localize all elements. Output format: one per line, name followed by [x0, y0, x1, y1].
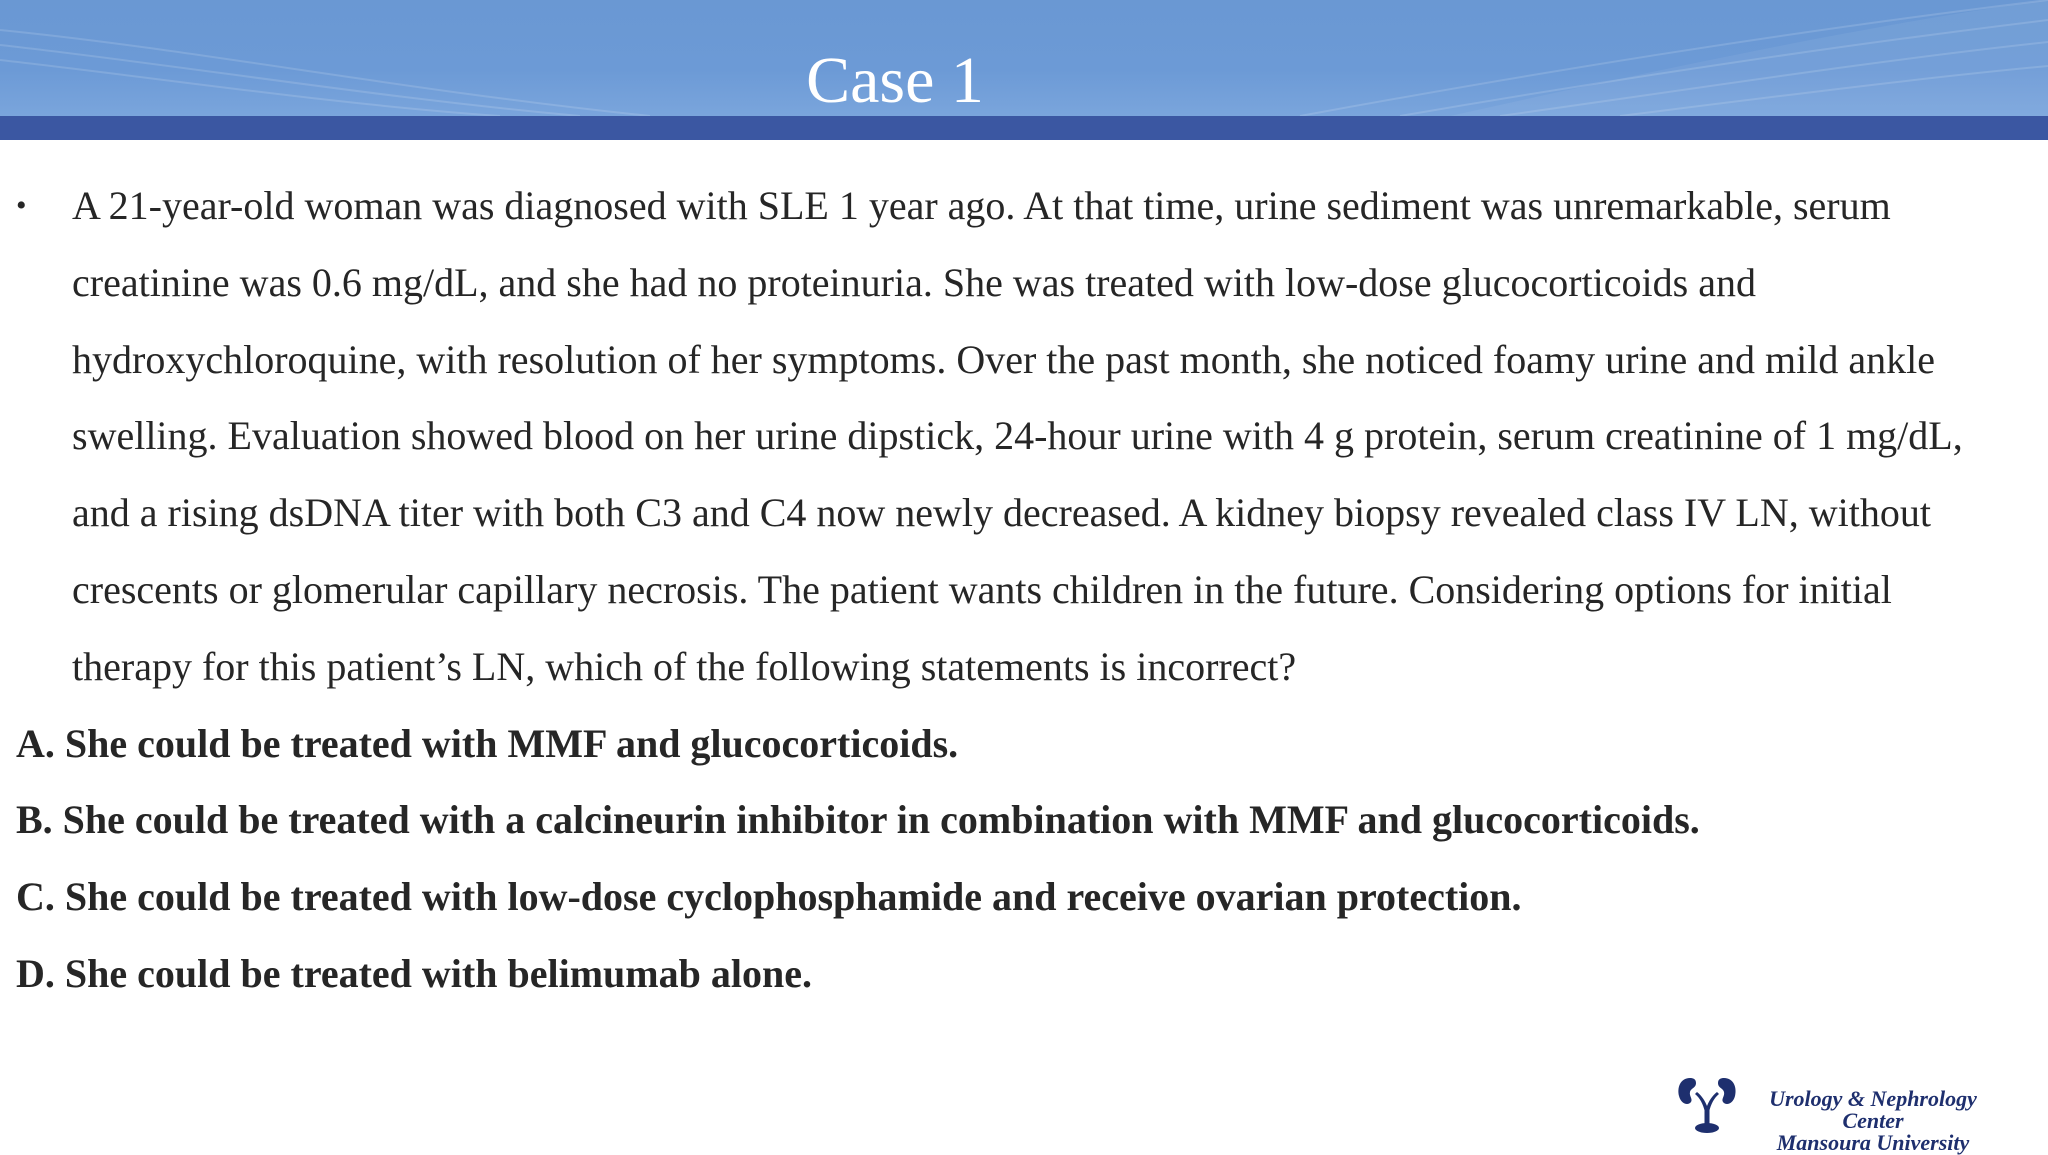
- option-b: B. She could be treated with a calcineurin inhibitor in combination with MMF and glucocorticoids.: [16, 797, 1700, 843]
- slide-content: [0, 168, 2048, 1013]
- answer-options: [0, 706, 2048, 1013]
- logo-line-2: Mansoura University: [1776, 1130, 1970, 1155]
- logo-text: [1743, 1088, 2003, 1154]
- option-c: C. She could be treated with low-dose cyclophosphamide and receive ovarian protection.: [16, 874, 1522, 920]
- option-d: D. She could be treated with belimumab alone.: [16, 950, 812, 996]
- question-text: A 21-year-old woman was diagnosed with SLE 1 year ago. At that time, urine sediment was unremarkable, serum creatinine was 0.6 mg/dL, and she had no proteinuria. She was treated with low-dose glucocorticoids and hydroxychloroquine, with resolution of her symptoms. Over the past month, she noticed foamy urine and mild ankle swelling. Evaluation showed blood on her urine dipstick, 24-hour urine with 4 g protein, serum creatinine of 1 mg/dL, and a rising dsDNA titer with both C3 and C4 now newly decreased. A kidney biopsy revealed class IV LN, without crescents or glomerular capillary necrosis. The patient wants children in the future. Considering options for initial therapy for this patient’s LN, which of the following statements is incorrect?: [72, 183, 1963, 689]
- center-logo: [1676, 1074, 2016, 1155]
- slide-header: [0, 0, 2048, 116]
- logo-line-1: Urology & Nephrology Center: [1769, 1086, 1977, 1133]
- option-a: A. She could be treated with MMF and glucocorticoids.: [16, 720, 959, 766]
- question-bullet: [0, 168, 2048, 706]
- bullet-icon: •: [16, 189, 27, 222]
- header-accent-bar: [0, 116, 2048, 140]
- kidney-logo-icon: [1676, 1074, 1738, 1136]
- slide-title: Case 1: [806, 44, 984, 116]
